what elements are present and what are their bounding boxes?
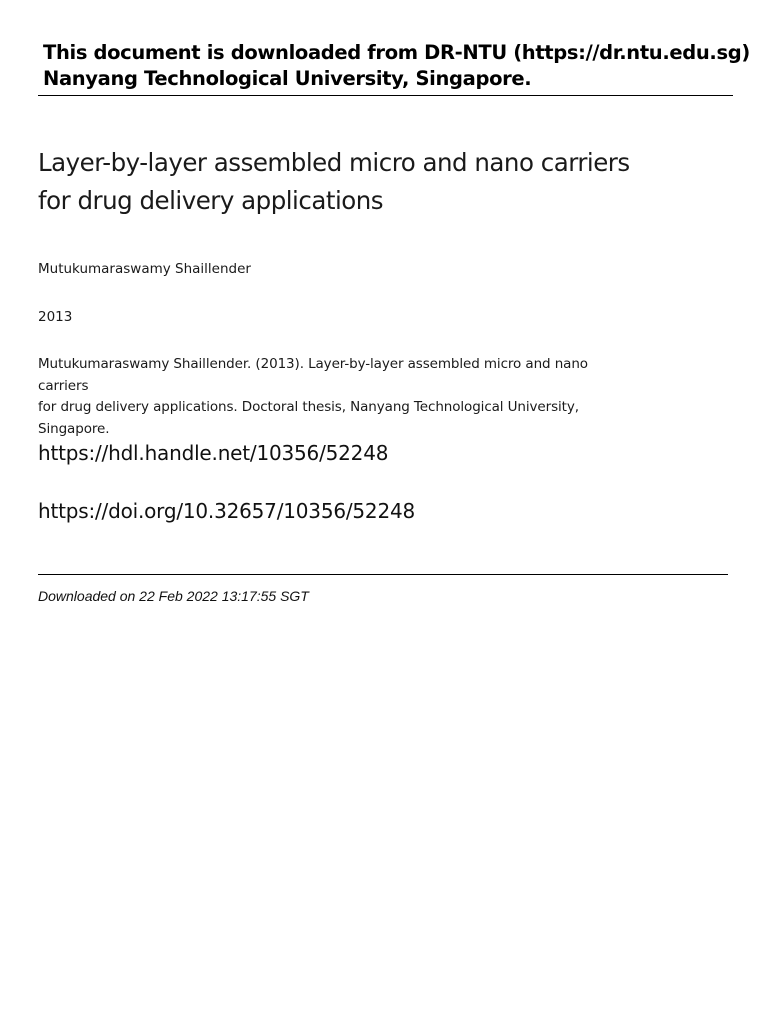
download-timestamp: Downloaded on 22 Feb 2022 13:17:55 SGT	[38, 588, 309, 604]
document-year: 2013	[38, 309, 73, 325]
footer-divider	[38, 574, 728, 575]
handle-link[interactable]: https://hdl.handle.net/10356/52248	[38, 441, 389, 465]
doi-link[interactable]: https://doi.org/10.32657/10356/52248	[38, 499, 416, 523]
header-source-line: This document is downloaded from DR-NTU (https://dr.ntu.edu.sg)	[43, 41, 750, 64]
document-title	[38, 144, 678, 220]
repository-header	[38, 40, 750, 96]
citation-line-1: Mutukumaraswamy Shaillender. (2013). Layer-by-layer assembled micro and nano carriers	[38, 356, 588, 394]
document-author: Mutukumaraswamy Shaillender	[38, 261, 251, 277]
citation-line-2: for drug delivery applications. Doctoral thesis, Nanyang Technological University,	[38, 399, 579, 415]
citation-block	[38, 354, 638, 440]
header-institution-line: Nanyang Technological University, Singapore.	[43, 67, 532, 90]
document-title-line-1: Layer-by-layer assembled micro and nano carriers	[38, 148, 630, 177]
document-title-line-2: for drug delivery applications	[38, 186, 384, 215]
citation-line-3: Singapore.	[38, 420, 110, 437]
